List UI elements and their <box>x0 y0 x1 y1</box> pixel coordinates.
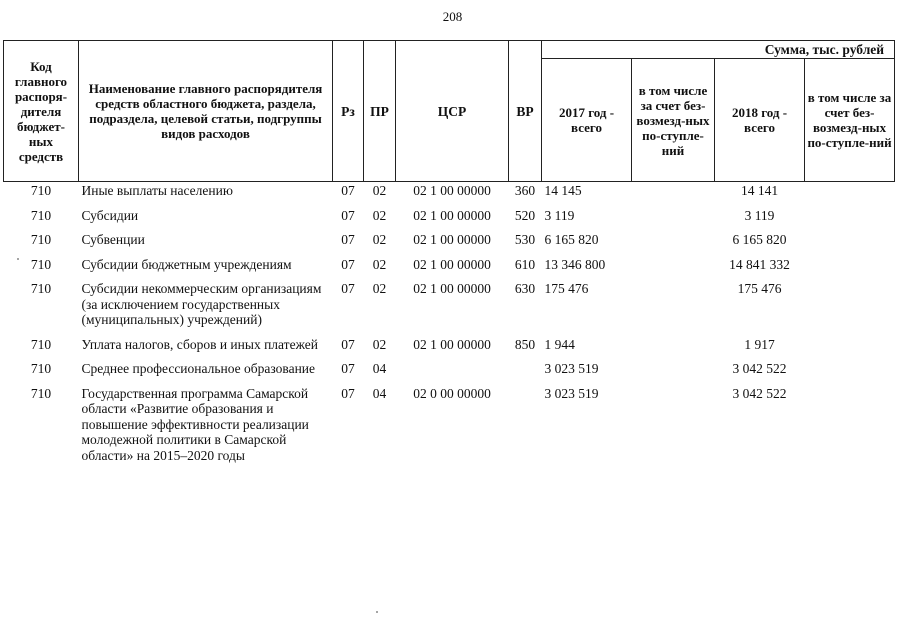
cell-2018-grants <box>805 385 895 472</box>
table-row <box>4 182 895 207</box>
table-row <box>4 256 895 281</box>
cell-vr: 630 <box>514 281 536 296</box>
table-row <box>4 280 895 336</box>
cell-code: 710 <box>30 281 52 296</box>
header-vr: ВР <box>509 41 542 182</box>
cell-2018-grants <box>805 256 895 281</box>
cell-rz: 07 <box>341 183 355 198</box>
header-2017-total: 2017 год - всего <box>542 59 632 182</box>
header-2018-grants: в том числе за счет без-возмезд-ных по-ступле-ний <box>805 59 895 182</box>
cell-pr: 02 <box>372 183 387 198</box>
header-pr: ПР <box>364 41 396 182</box>
cell-vr: 850 <box>514 336 536 352</box>
cell-csr: 02 1 00 00000 <box>413 256 491 272</box>
header-csr: ЦСР <box>396 41 509 182</box>
cell-2017-total: 3 023 519 <box>544 361 599 376</box>
cell-2017-total: 3 119 <box>544 207 575 223</box>
cell-2017-total: 175 476 <box>544 281 589 296</box>
cell-2017-grants <box>632 256 715 281</box>
cell-2017-grants <box>632 385 715 472</box>
header-name: Наименование главного распорядителя средств областного бюджета, раздела, подраздела, целевой статьи, подгруппы видов расходов <box>79 41 333 182</box>
cell-csr: 02 1 00 00000 <box>413 336 491 352</box>
cell-csr: 02 0 00 00000 <box>413 385 491 401</box>
cell-pr: 02 <box>372 281 387 296</box>
cell-vr <box>509 385 542 472</box>
cell-code: 710 <box>30 207 52 223</box>
scan-artifact <box>376 611 378 613</box>
cell-csr: 02 1 00 00000 <box>413 232 491 247</box>
cell-2018-grants <box>805 360 895 385</box>
cell-rz: 07 <box>341 336 355 352</box>
table-row <box>4 207 895 232</box>
cell-2017-grants <box>632 231 715 256</box>
cell-pr: 04 <box>372 385 387 401</box>
cell-2018-total: 6 165 820 <box>732 232 787 247</box>
cell-rz: 07 <box>341 207 355 223</box>
cell-vr: 360 <box>514 183 536 198</box>
cell-vr: 610 <box>514 256 536 272</box>
table-header <box>4 41 895 182</box>
table-row <box>4 385 895 472</box>
cell-2018-total: 14 141 <box>740 183 779 198</box>
cell-2017-grants <box>632 336 715 361</box>
cell-2018-total: 3 119 <box>744 207 775 223</box>
cell-pr: 04 <box>372 361 387 376</box>
cell-csr: 02 1 00 00000 <box>413 207 491 223</box>
cell-2017-grants <box>632 207 715 232</box>
cell-rz: 07 <box>341 281 355 296</box>
cell-2017-total: 3 023 519 <box>544 385 599 401</box>
cell-csr: 02 1 00 00000 <box>413 183 491 198</box>
cell-code: 710 <box>30 361 52 376</box>
cell-2017-grants <box>632 182 715 207</box>
cell-code: 710 <box>30 336 52 352</box>
header-sum-group: Сумма, тыс. рублей <box>542 41 895 59</box>
cell-2018-total: 1 917 <box>744 336 775 352</box>
budget-table <box>3 40 895 471</box>
table-body <box>4 182 895 472</box>
cell-2017-total: 13 346 800 <box>544 256 606 272</box>
cell-2017-total: 14 145 <box>544 183 582 198</box>
cell-2018-grants <box>805 231 895 256</box>
cell-name: Субсидии бюджетным учреждениям <box>81 256 292 272</box>
header-code: Код главного распоря-дителя бюджет-ных средств <box>4 41 79 182</box>
cell-name: Среднее профессиональное образование <box>81 361 316 376</box>
cell-name: Государственная программа Самарской области «Развитие образования и повышение эффективности реализации молодежной политики в Самарской области» на 2015–2020 годы <box>81 385 309 463</box>
header-2018-total: 2018 год - всего <box>715 59 805 182</box>
cell-rz: 07 <box>341 256 355 272</box>
scan-artifact <box>17 258 19 260</box>
cell-code: 710 <box>30 256 52 272</box>
cell-2017-grants <box>632 280 715 336</box>
cell-2017-total: 6 165 820 <box>544 232 599 247</box>
cell-2018-grants <box>805 207 895 232</box>
cell-2017-grants <box>632 360 715 385</box>
cell-pr: 02 <box>372 256 387 272</box>
cell-rz: 07 <box>341 232 355 247</box>
cell-name: Иные выплаты населению <box>81 183 233 198</box>
cell-rz: 07 <box>341 361 355 376</box>
cell-name: Уплата налогов, сборов и иных платежей <box>81 336 318 352</box>
cell-2018-grants <box>805 336 895 361</box>
cell-2018-total: 175 476 <box>737 281 782 296</box>
cell-2018-grants <box>805 280 895 336</box>
cell-name: Субсидии <box>81 207 139 223</box>
cell-name: Субсидии некоммерческим организациям (за исключением государственных (муниципальных) учреждений) <box>81 281 322 327</box>
cell-vr: 520 <box>514 207 536 223</box>
cell-pr: 02 <box>372 232 387 247</box>
cell-vr: 530 <box>514 232 536 247</box>
table-row <box>4 336 895 361</box>
header-rz: Рз <box>333 41 364 182</box>
cell-csr <box>396 360 509 385</box>
cell-2018-total: 3 042 522 <box>732 385 787 401</box>
cell-vr <box>509 360 542 385</box>
header-2017-grants: в том числе за счет без-возмезд-ных по-ступле-ний <box>632 59 715 182</box>
cell-pr: 02 <box>372 336 387 352</box>
cell-name: Субвенции <box>81 232 145 247</box>
table-row <box>4 231 895 256</box>
cell-pr: 02 <box>372 207 387 223</box>
cell-code: 710 <box>30 183 52 198</box>
cell-2017-total: 1 944 <box>544 336 575 352</box>
table-row <box>4 360 895 385</box>
cell-csr: 02 1 00 00000 <box>413 281 491 296</box>
cell-rz: 07 <box>341 385 355 401</box>
cell-code: 710 <box>30 385 52 401</box>
page-number: 208 <box>442 9 463 24</box>
cell-2018-total: 3 042 522 <box>732 361 787 376</box>
cell-code: 710 <box>30 232 52 247</box>
cell-2018-total: 14 841 332 <box>729 256 790 272</box>
cell-2018-grants <box>805 182 895 207</box>
